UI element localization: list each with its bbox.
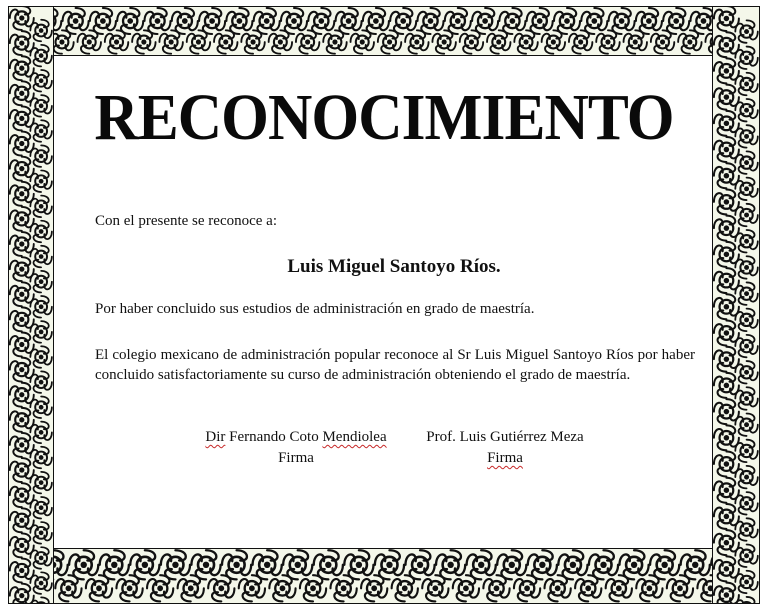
ornamental-border-top bbox=[8, 6, 760, 56]
signature-name-part: Dir bbox=[205, 429, 226, 445]
statement-paragraph: El colegio mexicano de administración popular reconoce al Sr Luis Miguel Santoyo Ríos por haber concluido satisfactoriamente su curso de administración obteniendo el grado de maestría. bbox=[95, 347, 695, 383]
recipient-name: Luis Miguel Santoyo Ríos. bbox=[287, 256, 501, 277]
signature-label: Firma bbox=[487, 450, 523, 466]
signature-label: Firma bbox=[278, 450, 314, 466]
signature-name-part: Fernando Coto bbox=[225, 429, 323, 445]
ornament-pattern bbox=[8, 548, 760, 604]
certificate-title: RECONOCIMIENTO bbox=[94, 81, 674, 154]
signature-block-professor bbox=[414, 427, 596, 469]
signature-name-part: Mendiolea bbox=[322, 429, 387, 445]
signature-name: Prof. Luis Gutiérrez Meza bbox=[426, 429, 584, 445]
intro-text: Con el presente se reconoce a: bbox=[95, 213, 277, 229]
signature-name bbox=[190, 427, 402, 448]
ornament-pattern bbox=[8, 6, 760, 56]
signature-block-director bbox=[190, 427, 402, 469]
reason-text: Por haber concluido sus estudios de administración en grado de maestría. bbox=[95, 301, 535, 317]
ornamental-border-bottom bbox=[8, 548, 760, 604]
